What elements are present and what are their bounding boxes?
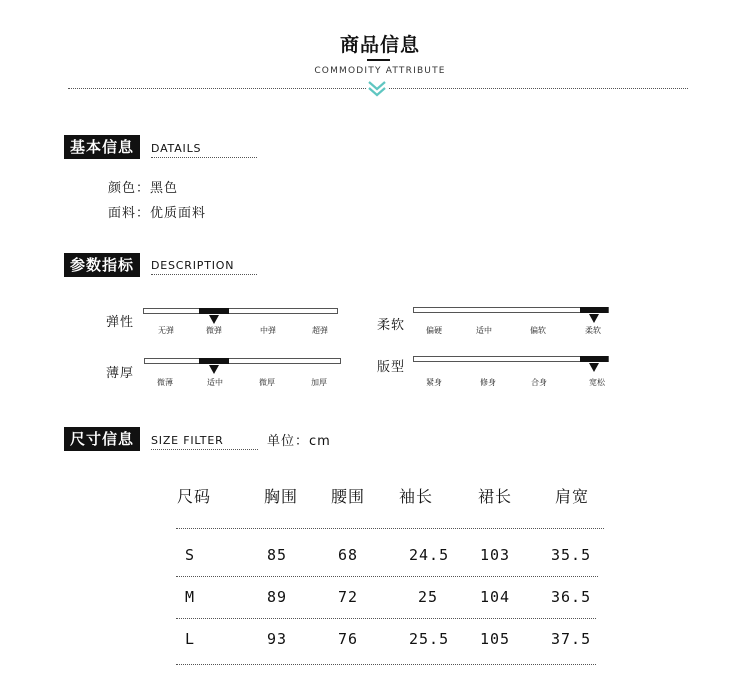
- table-cell: 24.5: [409, 546, 450, 564]
- scale-option: 微厚: [259, 378, 275, 387]
- table-cell: 104: [480, 588, 511, 606]
- table-header: 肩宽: [555, 487, 590, 506]
- scale-fill-elasticity: [199, 308, 229, 314]
- scale-fill-softness: [580, 307, 608, 313]
- unit-label: 单位：cm: [267, 434, 331, 449]
- table-header: 袖长: [399, 487, 434, 506]
- table-cell: 35.5: [551, 546, 592, 564]
- scale-bar-softness: [413, 307, 609, 335]
- color-info: 颜色：黑色: [108, 181, 179, 196]
- table-header: 尺码: [177, 487, 212, 506]
- scale-option: 无弹: [158, 326, 174, 335]
- scale-option: 紧身: [426, 378, 442, 387]
- scale-option: 适中: [207, 378, 223, 387]
- scale-name-elasticity: 弹性: [106, 315, 135, 330]
- section-label-parameters: 参数指标: [64, 253, 140, 277]
- table-divider: [176, 618, 596, 619]
- table-cell: S: [185, 546, 196, 564]
- scale-option: 超弹: [312, 326, 328, 335]
- scale-option: 合身: [531, 378, 547, 387]
- page-subtitle: COMMODITY ATTRIBUTE: [314, 66, 446, 76]
- scale-fill-thickness: [199, 358, 229, 364]
- scale-option: 微弹: [206, 326, 222, 335]
- table-cell: 105: [480, 630, 511, 648]
- table-cell: 76: [338, 630, 359, 648]
- section-label-en-size-filter: SIZE FILTER: [151, 434, 258, 450]
- table-header: 胸围: [264, 487, 299, 506]
- scale-bar-elasticity: [143, 308, 338, 335]
- scale-option: 微薄: [157, 378, 173, 387]
- scale-option: 偏软: [530, 326, 546, 335]
- scale-name-softness: 柔软: [377, 318, 406, 333]
- scale-option: 中弹: [260, 326, 276, 335]
- table-cell: 85: [267, 546, 288, 564]
- scale-marker-icon: [589, 363, 599, 372]
- section-label-en-description: DESCRIPTION: [151, 259, 257, 275]
- table-divider: [176, 576, 598, 577]
- section-label-size-info: 尺寸信息: [64, 427, 140, 451]
- title-underline: [367, 59, 390, 61]
- scale-name-fit: 版型: [377, 360, 406, 375]
- scale-option: 柔软: [585, 326, 601, 335]
- scale-option: 偏硬: [426, 326, 442, 335]
- page-title: 商品信息: [339, 34, 420, 56]
- table-cell: 25.5: [409, 630, 450, 648]
- table-cell: 72: [338, 588, 359, 606]
- scale-marker-icon: [589, 314, 599, 323]
- table-header: 裙长: [478, 487, 513, 506]
- table-cell: 93: [267, 630, 288, 648]
- scale-fill-fit: [580, 356, 608, 362]
- section-label-en-details: DATAILS: [151, 142, 257, 158]
- table-cell: M: [185, 588, 196, 606]
- double-chevron-down-icon: [366, 79, 388, 97]
- scale-option: 加厚: [311, 378, 327, 387]
- fabric-info: 面料：优质面料: [108, 206, 207, 221]
- section-label-basic-info: 基本信息: [64, 135, 140, 159]
- table-cell: L: [185, 630, 196, 648]
- table-cell: 89: [267, 588, 288, 606]
- scale-option: 修身: [480, 378, 496, 387]
- table-divider: [176, 664, 596, 665]
- scale-marker-icon: [209, 315, 219, 324]
- table-cell: 36.5: [551, 588, 592, 606]
- table-header: 腰围: [331, 487, 366, 506]
- scale-bar-fit: [413, 356, 609, 387]
- scale-marker-icon: [209, 365, 219, 374]
- scale-name-thickness: 薄厚: [106, 366, 135, 381]
- scale-bar-thickness: [144, 358, 341, 387]
- table-cell: 37.5: [551, 630, 592, 648]
- scale-option: 宽松: [589, 378, 605, 387]
- table-cell: 103: [480, 546, 511, 564]
- table-divider: [176, 528, 604, 529]
- table-cell: 25: [418, 588, 439, 606]
- table-cell: 68: [338, 546, 359, 564]
- scale-option: 适中: [476, 326, 492, 335]
